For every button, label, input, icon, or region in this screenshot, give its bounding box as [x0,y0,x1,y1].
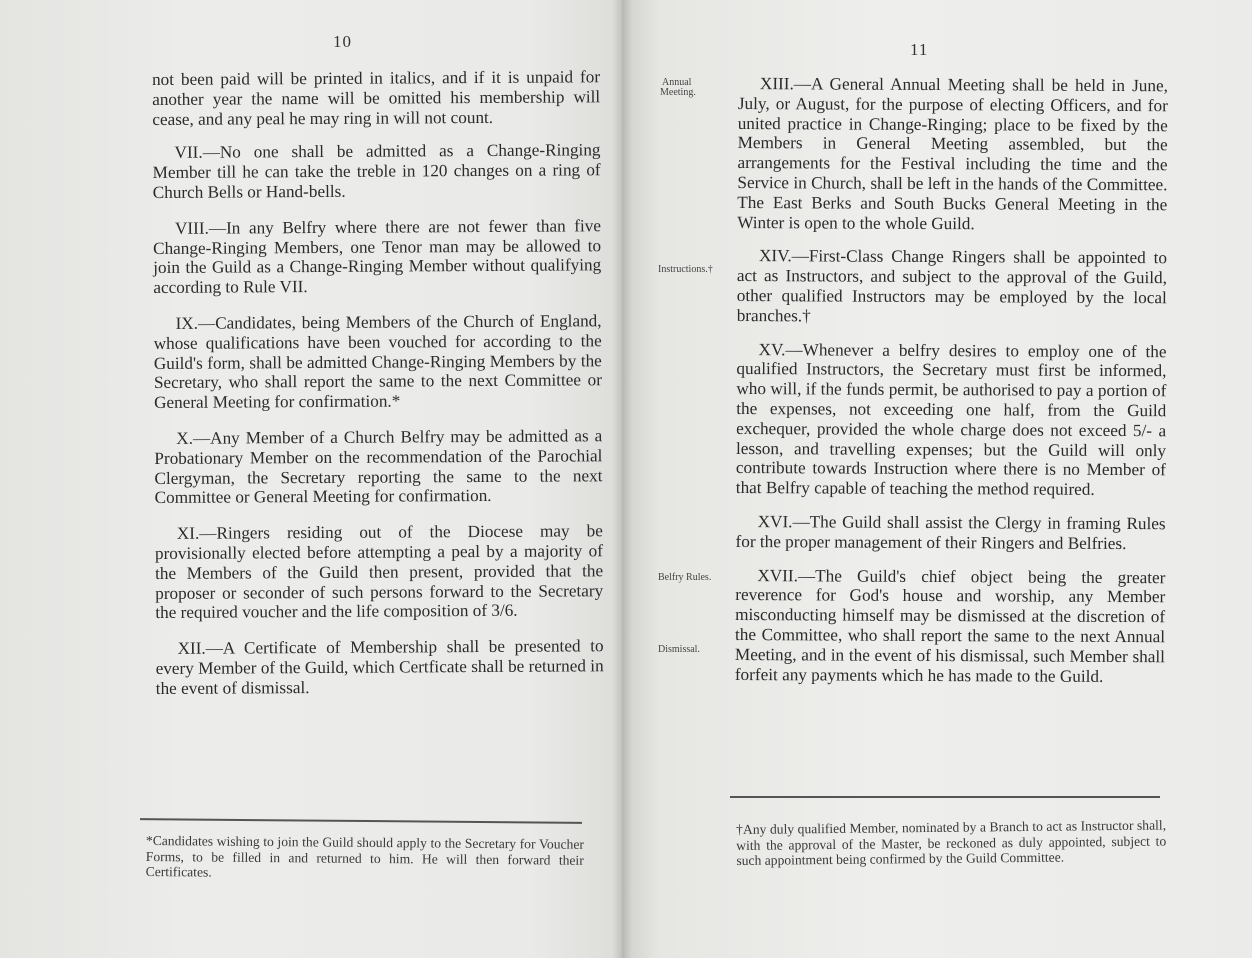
rule-paragraph: not been paid will be printed in italics, and if it is unpaid for another year the name will be omitted his membership will cease, and any peal he may ring in will not count. [152,67,601,129]
margin-note-annual-meeting-1: Annual [662,77,692,88]
right-text-column [735,74,1168,703]
rule-vii: VII.—No one shall be admitted as a Change-Ringing Member till he can take the treble in 120 changes on a ring of Church Bells or Hand-bells. [152,140,601,202]
margin-note-dismissal: Dismissal. [658,644,700,655]
rule-xi: XI.—Ringers residing out of the Diocese may be provisionally elected before attempting a peal by a majority of the Members of the Guild then present, provided that the proposer or seconder of such persons forward to the Secretary the required voucher and the life composition of 3/6. [154,521,604,623]
rule-viii: VIII.—In any Belfry where there are not fewer than five Change-Ringing Members, one Tenor man may be allowed to join the Guild as a Change-Ringing Member without qualifying according to Rule VII. [153,216,602,298]
rule-xiii: XIII.—A General Annual Meeting shall be held in June, July, or August, for the purpose of electing Officers, and for united practice in Change-Ringing; place to be fixed by the Members in General Meeting assembled, but the arrangements for the Festival including the time and the Service in Church, shall be left in the hands of the Committee. The East Berks and South Bucks General Meeting in the Winter is open to the whole Guild. [737,74,1168,233]
footnote-divider [730,796,1160,798]
rule-xvi: XVI.—The Guild shall assist the Clergy in framing Rules for the proper management of their Ringers and Belfries. [735,512,1166,553]
page-number: 11 [910,40,929,59]
margin-note-instructions: Instructions.† [658,264,713,275]
footnote-divider [140,818,582,824]
rule-xvii: XVII.—The Guild's chief object being the greater reverence for God's house and worship, any Member misconducting himself may be dismissed at the discretion of the Committee, who shall report the same to the next Annual Meeting, and in the event of his dismissal, such Member shall forfeit any payments which he has made to the Guild. [734,565,1166,686]
left-text-column [152,67,604,714]
left-footnote: *Candidates wishing to join the Guild should apply to the Secretary for Voucher Forms, to be filled in and returned to him. He will then forward their Certificates. [145,833,584,880]
rule-xv: XV.—Whenever a belfry desires to employ one of the qualified Instructors, the Secretary must first be informed, who will, if the funds permit, be authorised to pay a portion of the expenses, not exceeding one half, from the Guild exchequer, provided the whole charge does not exceed 5/- a lesson, and travelling expenses; but the Guild will only contribute towards Instruction where there is no Member of that Belfry capable of teaching the method required. [735,339,1167,500]
right-page [622,0,1252,958]
book-gutter [612,0,632,958]
rule-ix: IX.—Candidates, being Members of the Church of England, whose qualifications have been vouched for according to the Guild's form, shall be admitted Change-Ringing Members by the Secretary, who shall report the same to the next Committee or General Meeting for confirmation.* [153,311,602,413]
right-footnote: †Any duly qualified Member, nominated by a Branch to act as Instructor shall, with the approval of the Master, be reckoned as duly appointed, subject to such appointment being confirmed by the Guild Committee. [736,817,1167,868]
rule-xiv: XIV.—First-Class Change Ringers shall be appointed to act as Instructors, and subject to the approval of the Guild, other qualified Instructors may be employed by the local branches.† [736,246,1168,326]
rule-xii: XII.—A Certificate of Membership shall be presented to every Member of the Guild, which Certficate shall be returned in the event of dismissal. [155,636,604,698]
page-number: 10 [333,32,352,51]
margin-note-annual-meeting-2: Meeting. [660,87,696,98]
left-page [0,0,622,958]
margin-note-belfry-rules: Belfry Rules. [658,572,712,583]
rule-x: X.—Any Member of a Church Belfry may be admitted as a Probationary Member on the recommendation of the Parochial Clergyman, the Secretary reporting the same to the next Committee or General Meeting for confirmation. [154,426,603,508]
